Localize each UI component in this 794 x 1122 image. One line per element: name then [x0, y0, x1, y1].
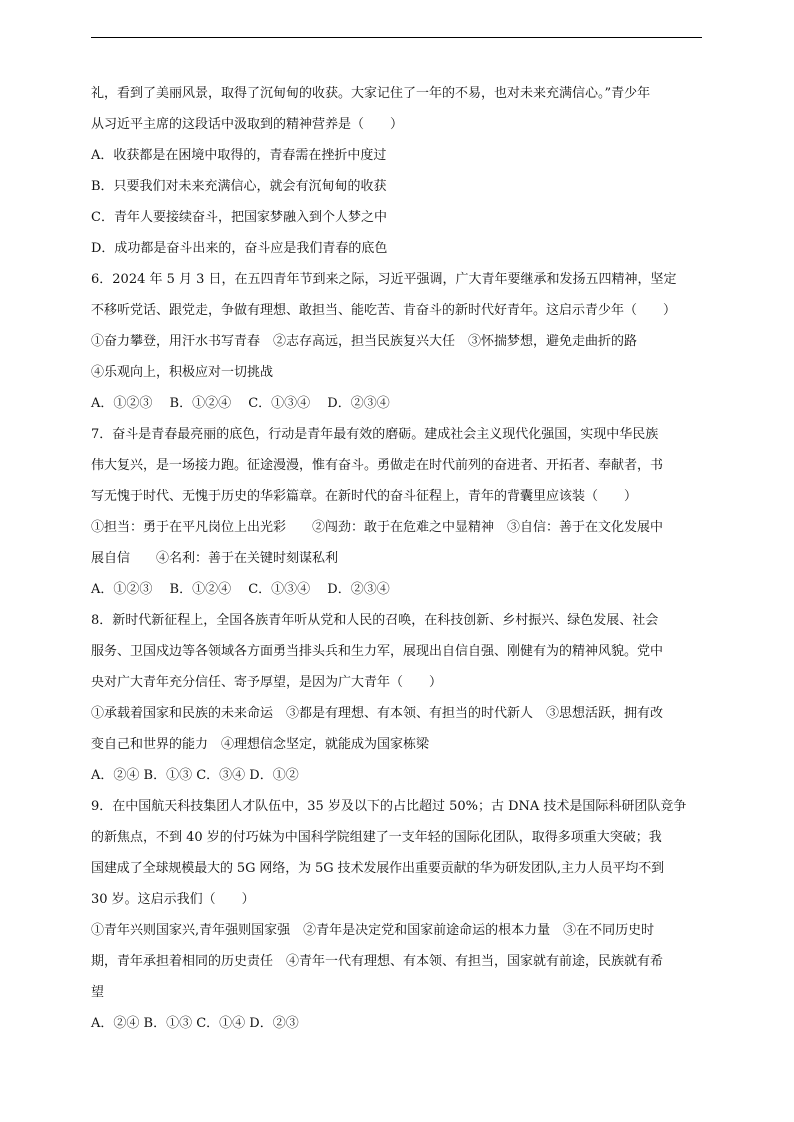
question-text-line: 伟大复兴，是一场接力跑。征途漫漫，惟有奋斗。勇做走在时代前列的奋进者、开拓者、奉献者，书: [91, 458, 664, 473]
option-b: B．只要我们对未来充满信心，就会有沉甸甸的收获: [91, 179, 387, 194]
answer-options: A．②④ B．①③ C．①④ D．②③: [91, 1016, 299, 1031]
question-text-line: 国建成了全球规模最大的 5G 网络，为 5G 技术发展作出重要贡献的华为研发团队,主力人员平均不到: [91, 861, 665, 876]
question-text-line: 30 岁。这启示我们（ ）: [91, 892, 255, 907]
question-5-continued: [91, 78, 702, 264]
statement-line: 变自己和世界的能力 ④理想信念坚定，就能成为国家栋梁: [91, 737, 430, 752]
question-text-line: 服务、卫国戍边等各领域各方面勇当排头兵和生力军，展现出自信自强、刚健有为的精神风貌。党中: [91, 644, 664, 659]
statement-line: 展自信 ④名利：善于在关键时刻谋私利: [91, 551, 339, 566]
question-text-line: 央对广大青年充分信任、寄予厚望，是因为广大青年（ ）: [91, 675, 443, 690]
statement-line: ①担当：勇于在平凡岗位上出光彩 ②闯劲：敢于在危难之中显精神 ③自信：善于在文化发展中: [91, 520, 664, 535]
question-text-line: 礼，看到了美丽风景，取得了沉甸甸的收获。大家记住了一年的不易，也对未来充满信心。”青少年: [91, 86, 651, 101]
question-9: [91, 791, 702, 1039]
statement-line: 望: [91, 985, 105, 1000]
statement-line: ①青年兴则国家兴,青年强则国家强 ②青年是决定党和国家前途命运的根本力量 ③在不同历史时: [91, 923, 655, 938]
question-text-line: 从习近平主席的这段话中汲取到的精神营养是（ ）: [91, 117, 404, 132]
question-text-line: 写无愧于时代、无愧于历史的华彩篇章。在新时代的奋斗征程上，青年的背囊里应该装（ ）: [91, 489, 638, 504]
answer-options: A．②④ B．①③ C．③④ D．①②: [91, 768, 299, 783]
option-d: D．成功都是奋斗出来的，奋斗应是我们青春的底色: [91, 241, 388, 256]
question-text-line: 6．2024 年 5 月 3 日，在五四青年节到来之际，习近平强调，广大青年要继承和发扬五四精神，坚定: [91, 272, 677, 287]
question-7: [91, 419, 702, 605]
question-text-line: 7．奋斗是青春最亮丽的底色，行动是青年最有效的磨砺。建成社会主义现代化强国，实现中华民族: [91, 427, 659, 442]
question-6: [91, 264, 702, 419]
question-text-line: 不移听党话、跟党走，争做有理想、敢担当、能吃苦、肯奋斗的新时代好青年。这启示青少年（ ）: [91, 303, 677, 318]
exam-page-content: [91, 78, 702, 1039]
statement-line: ①奋力攀登，用汗水书写青春 ②志存高远，担当民族复兴大任 ③怀揣梦想，避免走曲折的路: [91, 334, 638, 349]
question-text-line: 的新焦点，不到 40 岁的付巧妹为中国科学院组建了一支年轻的国际化团队，取得多项重大突破；我: [91, 830, 662, 845]
question-text-line: 9．在中国航天科技集团人才队伍中，35 岁及以下的占比超过 50%；古 DNA 技术是国际科研团队竞争: [91, 799, 687, 814]
statement-line: 期，青年承担着相同的历史责任 ④青年一代有理想、有本领、有担当，国家就有前途，民族就有希: [91, 954, 664, 969]
header-rule: [91, 37, 702, 38]
option-c: C．青年人要接续奋斗，把国家梦融入到个人梦之中: [91, 210, 387, 225]
answer-options: A．①②③ B．①②④ C．①③④ D．②③④: [91, 396, 390, 411]
question-text-line: 8．新时代新征程上，全国各族青年听从党和人民的召唤，在科技创新、乡村振兴、绿色发展、社会: [91, 613, 659, 628]
statement-line: ④乐观向上，积极应对一切挑战: [91, 365, 274, 380]
option-a: A．收获都是在困境中取得的，青春需在挫折中度过: [91, 148, 387, 163]
statement-line: ①承载着国家和民族的未来命运 ③都是有理想、有本领、有担当的时代新人 ③思想活跃，拥有改: [91, 706, 664, 721]
question-8: [91, 605, 702, 791]
answer-options: A．①②③ B．①②④ C．①③④ D．②③④: [91, 582, 390, 597]
